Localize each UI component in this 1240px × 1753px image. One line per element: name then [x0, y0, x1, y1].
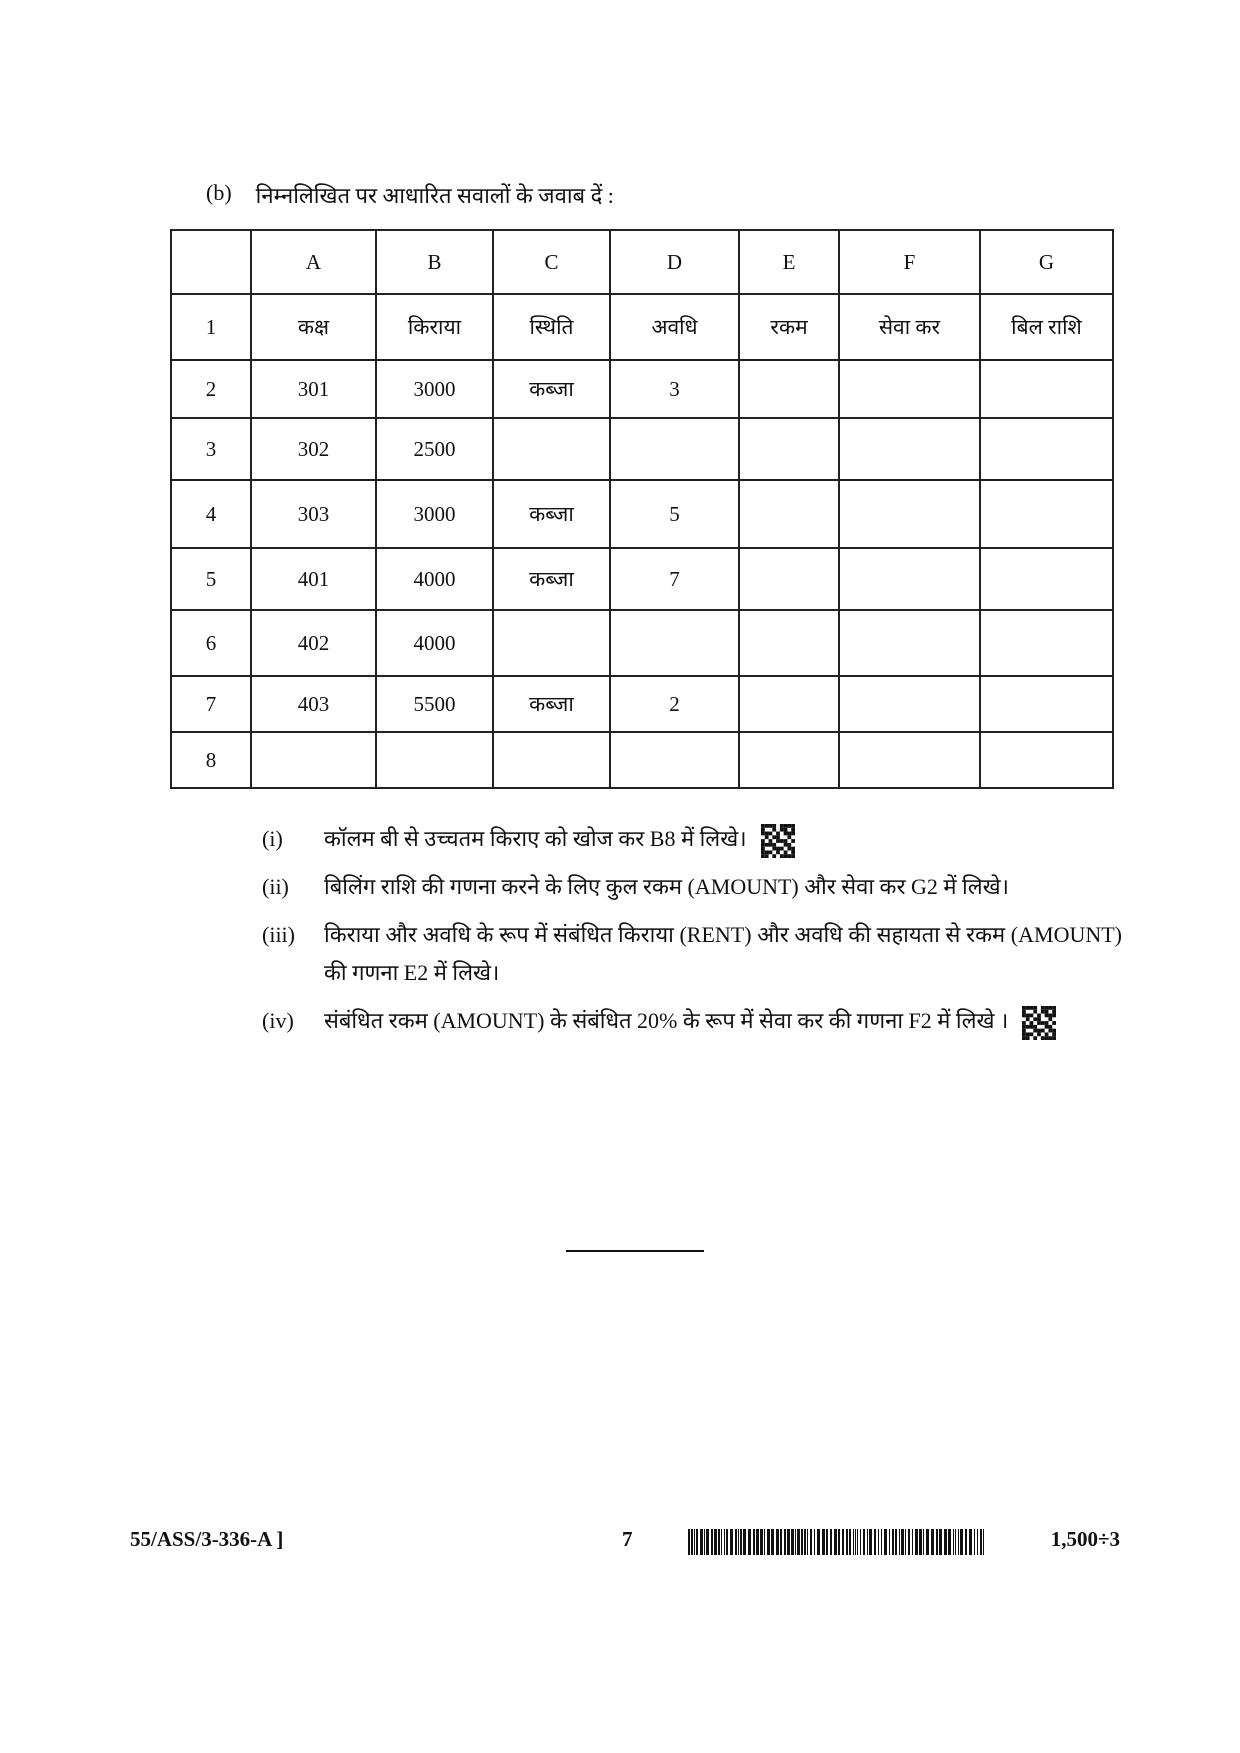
table-row	[171, 676, 1113, 732]
table-cell	[251, 732, 376, 788]
column-header-row	[171, 230, 1113, 294]
table-cell	[610, 610, 739, 676]
table-cell: कब्जा	[493, 548, 610, 610]
row-number-cell: 1	[171, 294, 251, 360]
table-row	[171, 480, 1113, 548]
table-cell	[739, 610, 839, 676]
sub-question-text	[324, 820, 1122, 858]
sub-question-item	[262, 1002, 1122, 1040]
table-cell	[739, 548, 839, 610]
table-cell: 401	[251, 548, 376, 610]
table-cell	[839, 732, 980, 788]
page-number: 7	[622, 1527, 633, 1551]
sub-question-number: (iv)	[262, 1008, 294, 1033]
paper-code: 55/ASS/3-336-A ]	[130, 1527, 284, 1551]
sub-question-item	[262, 868, 1122, 906]
table-row	[171, 294, 1113, 360]
table-cell: बिल राशि	[980, 294, 1113, 360]
row-number-cell: 6	[171, 610, 251, 676]
table-cell: 403	[251, 676, 376, 732]
table-cell: स्थिति	[493, 294, 610, 360]
table-cell	[839, 418, 980, 480]
corner-cell	[171, 230, 251, 294]
qr-code-icon	[1022, 1006, 1056, 1040]
question-text: निम्नलिखित पर आधारित सवालों के जवाब दें :	[255, 183, 614, 208]
sub-question-text	[324, 916, 1122, 992]
row-number-cell: 3	[171, 418, 251, 480]
table-cell	[839, 480, 980, 548]
row-number-cell: 2	[171, 360, 251, 418]
table-cell	[839, 360, 980, 418]
table-cell	[980, 732, 1113, 788]
row-number-cell: 8	[171, 732, 251, 788]
qr-code-icon	[761, 824, 795, 858]
table-cell	[980, 610, 1113, 676]
question-heading	[206, 180, 614, 210]
table-cell	[376, 732, 493, 788]
column-header-a: A	[251, 230, 376, 294]
sub-question-item	[262, 916, 1122, 992]
table-cell	[839, 548, 980, 610]
column-header-g: G	[980, 230, 1113, 294]
table-cell	[610, 732, 739, 788]
column-header-b: B	[376, 230, 493, 294]
table-cell: कब्जा	[493, 480, 610, 548]
table-cell: 301	[251, 360, 376, 418]
table-cell: रकम	[739, 294, 839, 360]
table-cell: सेवा कर	[839, 294, 980, 360]
column-header-c: C	[493, 230, 610, 294]
table-row	[171, 610, 1113, 676]
table-cell: 302	[251, 418, 376, 480]
table-cell	[739, 418, 839, 480]
table-cell	[739, 732, 839, 788]
sub-question-text	[324, 1002, 1122, 1040]
table-cell: किराया	[376, 294, 493, 360]
table-row	[171, 360, 1113, 418]
sub-question-number: (ii)	[262, 874, 289, 899]
table-cell	[739, 480, 839, 548]
table-cell: 5500	[376, 676, 493, 732]
table-cell: 2500	[376, 418, 493, 480]
row-number-cell: 5	[171, 548, 251, 610]
table-cell	[493, 732, 610, 788]
table-row	[171, 418, 1113, 480]
column-header-e: E	[739, 230, 839, 294]
row-number-cell: 7	[171, 676, 251, 732]
table-cell	[739, 360, 839, 418]
sub-question-body: संबंधित रकम (AMOUNT) के संबंधित 20% के रूप में सेवा कर की गणना F2 में लिखे ।	[324, 1008, 1009, 1033]
table-cell: 402	[251, 610, 376, 676]
sub-question-item	[262, 820, 1122, 858]
copy-count: 1,500÷3	[1050, 1527, 1120, 1551]
row-number-cell: 4	[171, 480, 251, 548]
table-cell: कब्जा	[493, 360, 610, 418]
table-cell	[980, 480, 1113, 548]
column-header-f: F	[839, 230, 980, 294]
sub-question-text	[324, 868, 1122, 906]
table-cell	[839, 676, 980, 732]
table-cell: कक्ष	[251, 294, 376, 360]
table-cell: कब्जा	[493, 676, 610, 732]
table-row	[171, 548, 1113, 610]
table-cell: 4000	[376, 610, 493, 676]
column-header-d: D	[610, 230, 739, 294]
table-cell: 3000	[376, 360, 493, 418]
table-cell: 3	[610, 360, 739, 418]
table-row	[171, 732, 1113, 788]
table-cell: 7	[610, 548, 739, 610]
table-cell	[493, 610, 610, 676]
spreadsheet-table	[170, 229, 1114, 789]
table-cell	[980, 360, 1113, 418]
sub-question-body: बिलिंग राशि की गणना करने के लिए कुल रकम (AMOUNT) और सेवा कर G2 में लिखे।	[324, 874, 1009, 899]
table-cell: 303	[251, 480, 376, 548]
sub-question-body: कॉलम बी से उच्चतम किराए को खोज कर B8 में लिखे।	[324, 826, 747, 851]
table-cell: 5	[610, 480, 739, 548]
table-cell	[980, 676, 1113, 732]
end-rule	[566, 1250, 704, 1252]
sub-question-number: (iii)	[262, 922, 295, 947]
barcode-icon	[688, 1529, 988, 1555]
table-cell	[739, 676, 839, 732]
table-cell	[980, 418, 1113, 480]
table-cell: 2	[610, 676, 739, 732]
table-cell	[839, 610, 980, 676]
table-cell: 3000	[376, 480, 493, 548]
sub-question-number: (i)	[262, 826, 283, 851]
table-cell	[610, 418, 739, 480]
sub-questions	[262, 820, 1122, 1050]
table-cell: अवधि	[610, 294, 739, 360]
question-label: (b)	[206, 180, 232, 205]
table-cell	[980, 548, 1113, 610]
sub-question-body: किराया और अवधि के रूप में संबंधित किराया (RENT) और अवधि की सहायता से रकम (AMOUNT) की गणना E2 में लिखे।	[324, 922, 1122, 985]
table-cell	[493, 418, 610, 480]
table-cell: 4000	[376, 548, 493, 610]
